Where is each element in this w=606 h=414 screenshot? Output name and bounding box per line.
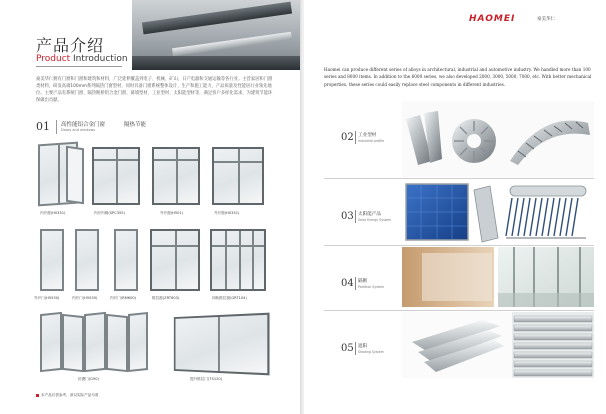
product-inswing-door-2 [114, 229, 138, 291]
product-caption: 外开窗(H501) [160, 211, 184, 215]
section-label [324, 101, 384, 177]
row-divider [324, 310, 594, 311]
product-caption: 外开窗(H0351) [214, 211, 240, 215]
bullet-icon [36, 394, 39, 397]
section-row-industrial [324, 101, 594, 177]
section-title-cn: 工业型材 [358, 133, 377, 138]
section-title-en: Partition System [358, 285, 385, 289]
product-outswing-window-2 [212, 147, 264, 205]
page-title-cn: 产品介绍 [36, 36, 105, 55]
product-folding-door [40, 313, 148, 371]
section-title-cn: 遮阳 [358, 344, 368, 349]
title-divider [36, 66, 122, 67]
product-caption: 内开内倒(SPC355) [94, 211, 125, 215]
section-number: 03 [341, 211, 354, 222]
product-inswing-door [75, 229, 99, 291]
profile-bar [132, 56, 302, 70]
section-number: 02 [341, 132, 354, 143]
product-outswing-window [152, 147, 200, 205]
section-tag: 隔热节能 [124, 122, 147, 128]
product-lift-slide-door [168, 315, 268, 373]
product-caption: 提升推拉门(TS120) [190, 377, 223, 381]
footnote [36, 393, 99, 398]
logo-company-name: 豪美华仁 [537, 17, 555, 22]
profile-bar [142, 2, 292, 35]
row-divider [324, 245, 594, 246]
section-divider [355, 342, 356, 355]
product-caption: 外开门(H5550) [34, 296, 60, 300]
shading-louvers-photo [402, 312, 594, 378]
section-row-shading [324, 312, 594, 388]
section-title-cn: 太阳能产品 [358, 212, 381, 217]
profile-bar [172, 32, 292, 57]
header-profile-photo [132, 0, 302, 70]
section-header-doors-windows [36, 118, 276, 136]
product-caption: 折叠门(G90) [78, 377, 99, 381]
page-title-en [36, 54, 128, 64]
section-title-en: Shading System [358, 350, 384, 354]
industrial-profiles-photo [402, 101, 594, 177]
product-caption: 内开门(H5550) [72, 296, 98, 300]
section-number: 01 [36, 120, 50, 133]
title-en-rest: Introduction [70, 54, 128, 64]
section-divider [355, 131, 356, 144]
section-number: 05 [341, 343, 354, 354]
product-caption: 内开窗(H0351) [40, 211, 66, 215]
section-divider [56, 120, 57, 134]
section-divider [355, 210, 356, 223]
intro-paragraph-en: Haomei can produce different series of alloys in architectural, industrial and automotive industry. We handled more than 100 series and 8000 items. In addition to the 6000 series, we also developed 2000, 3000, 5000, 7000, etc. With better mechanical properties, these series could easily replace steel components in different industries. [324, 67, 592, 87]
product-caption: 四轨推拉窗(GRT104) [212, 296, 247, 300]
product-outswing-door [40, 229, 64, 291]
left-page [0, 0, 302, 414]
product-tilt-turn-window [92, 147, 140, 205]
section-label [324, 312, 384, 388]
section-title-en: Doors and windows [61, 128, 96, 132]
title-en-highlight: Product [36, 54, 71, 64]
section-divider [355, 277, 356, 290]
partition-photo [402, 247, 594, 307]
product-caption: 推拉窗(ZRT603) [152, 296, 180, 300]
product-four-track-sliding-window [210, 229, 266, 291]
row-divider [324, 178, 594, 179]
section-title-cn: 隔断 [358, 279, 368, 284]
product-sliding-window [150, 229, 200, 291]
product-caption: 内开门(RM600) [110, 296, 137, 300]
company-logo [469, 14, 589, 26]
intro-paragraph-cn: 豪美华仁拥有门窗和门窗和建筑和材料，广泛延伸覆盖到电子、机械、矿山、日产电器和交通运输等各行业。主营家居和门窗类材料，研发高端100mm系列隔热门窗型材，同时具备门窗系统整体设计、生产和施工能力，产品质量及性能居行业领先地位。主要产品有系统门窗、隔热断桥铝合金门窗、幕墙型材、工业型材、太阳能型材等，满足客户多样化需求，为建筑节能环保做出贡献。 [36, 77, 273, 103]
section-number: 04 [341, 278, 354, 289]
product-casement-window [38, 143, 84, 205]
footnote-text: 本产品仅供参考，请以实际产品为准 [41, 393, 99, 397]
logo-wordmark: HAOMEI [469, 14, 516, 24]
section-title-cn: 高性能铝合金门窗 [61, 122, 106, 128]
right-page [304, 0, 606, 414]
section-title-en: Solar Energy System [358, 218, 392, 222]
section-title-en: Industrial profile [358, 139, 385, 143]
